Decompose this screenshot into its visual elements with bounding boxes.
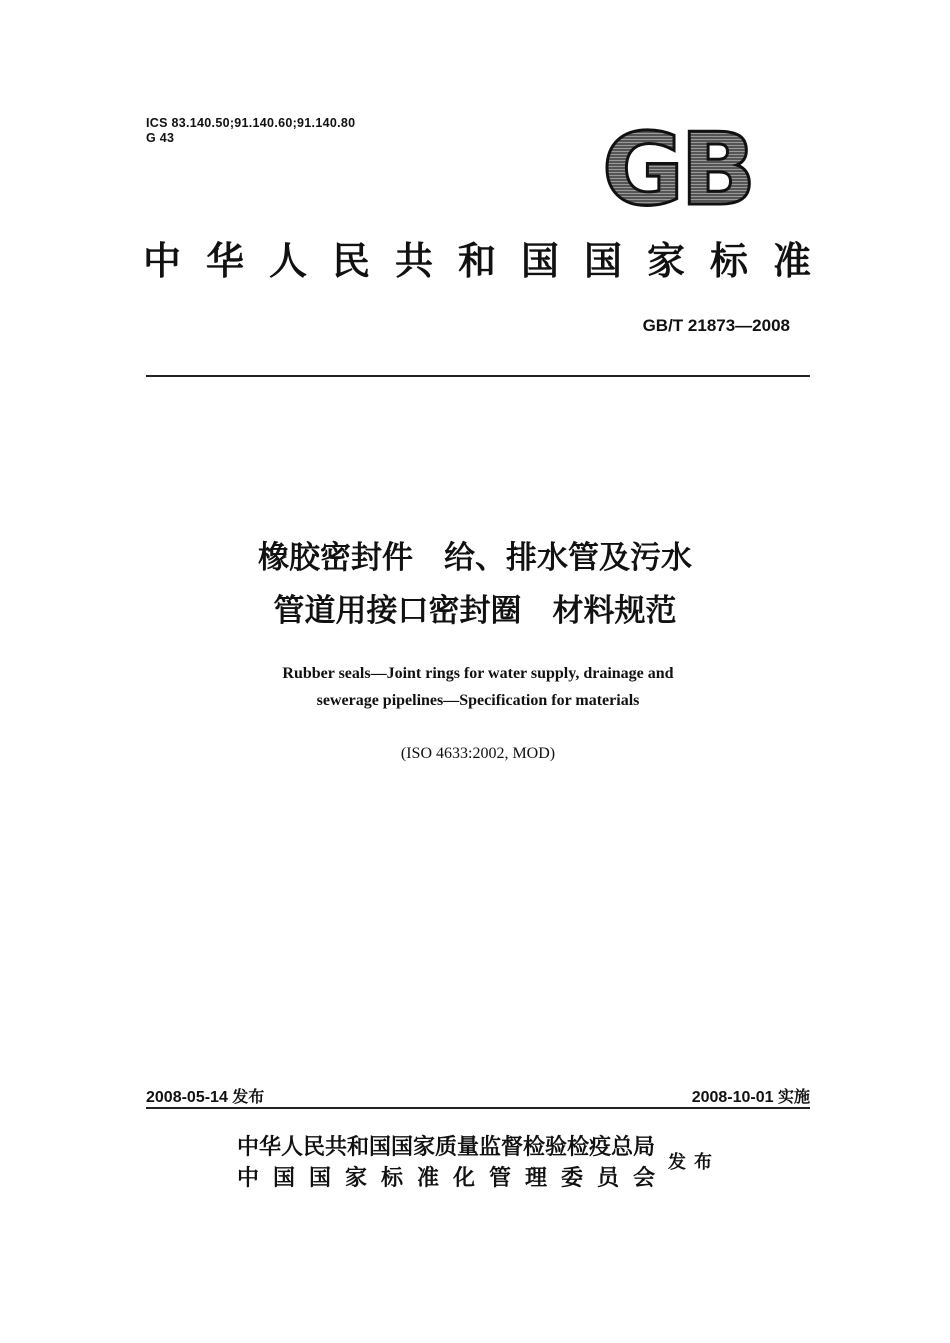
ics-code: ICS 83.140.50;91.140.60;91.140.80 [146, 116, 356, 130]
classification-codes [146, 116, 355, 146]
title-english [0, 660, 950, 714]
implementation-date: 2008-10-01 实施 [691, 1089, 810, 1106]
title-en-line2: sewerage pipelines—Specification for materials [316, 692, 640, 709]
svg-text:GB: GB [602, 118, 753, 216]
title-zh-line1: 橡胶密封件 给、排水管及污水 [258, 540, 692, 576]
issue-date: 2008-05-14 发布 [146, 1089, 265, 1106]
divider [146, 1107, 810, 1109]
title-zh-line2: 管道用接口密封圈 材料规范 [273, 593, 677, 629]
issuer-aqsiq: 中华人民共和国国家质量监督检验检疫总局 [237, 1135, 656, 1160]
ccs-code: G 43 [146, 131, 175, 145]
gb-logo [600, 118, 772, 216]
publish-label: 发布 [668, 1152, 720, 1173]
issuing-authorities [237, 1132, 669, 1194]
standard-name: 中华人民共和国国家标准 [143, 239, 837, 283]
title-en-line1: Rubber seals—Joint rings for water supply, drainage and [282, 665, 674, 682]
standard-number: GB/T 21873—2008 [642, 316, 790, 335]
divider [146, 375, 810, 377]
issuer-sac: 中国国家标准化管理委员会 [237, 1166, 670, 1191]
iso-reference: (ISO 4633:2002, MOD) [400, 745, 556, 762]
title-chinese [0, 532, 950, 638]
